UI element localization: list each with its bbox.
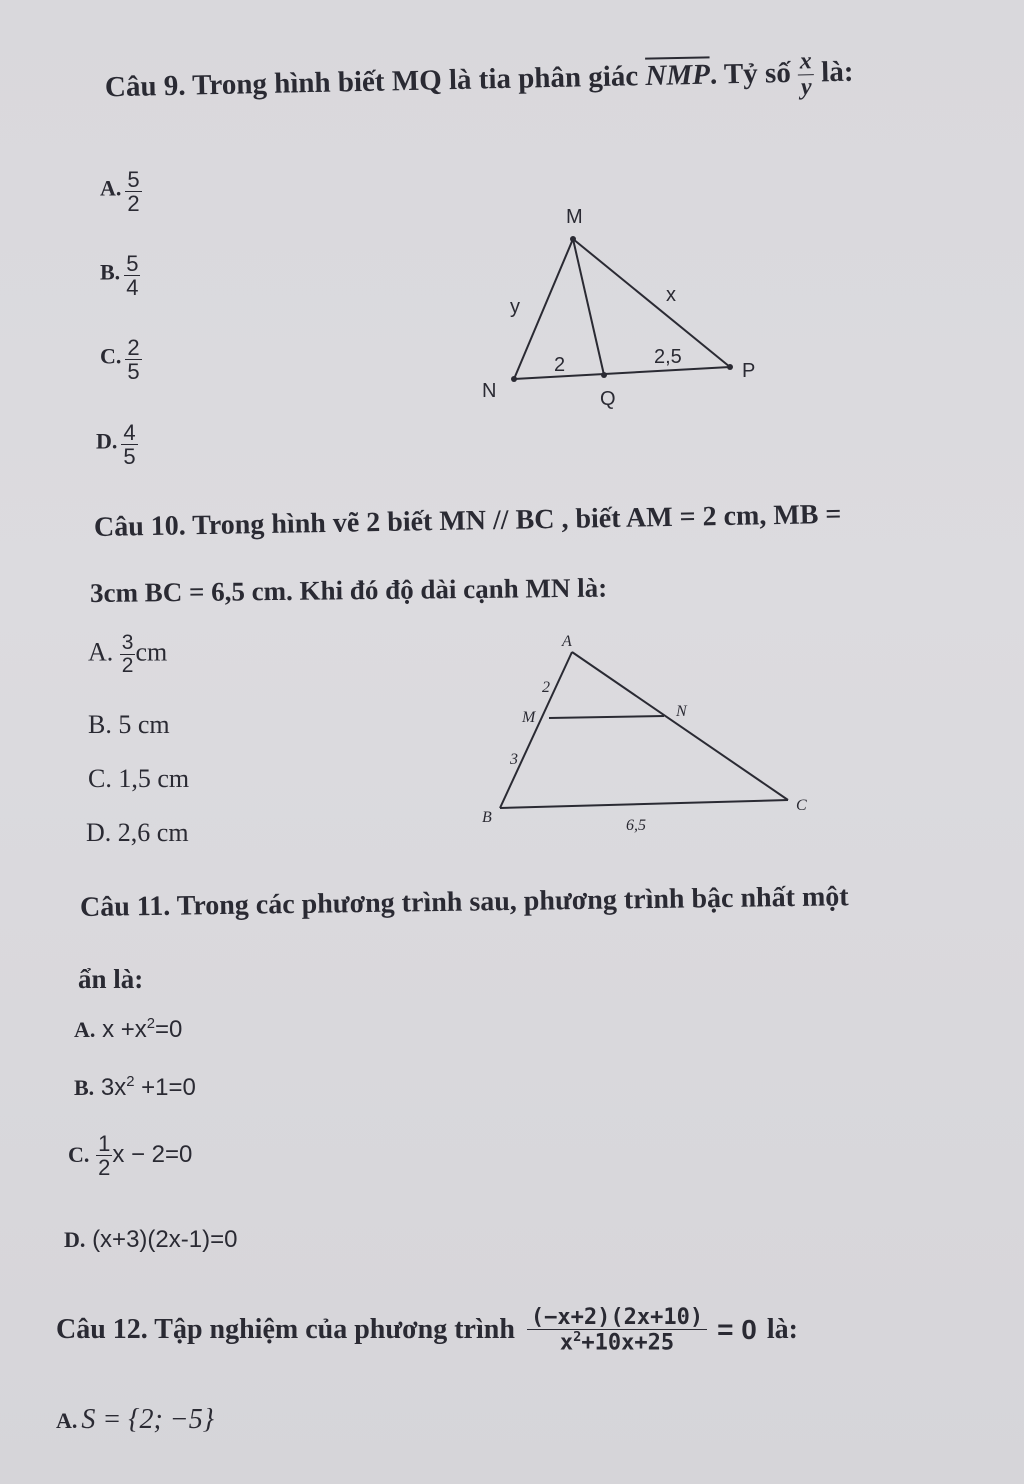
q11-title-line2: ẩn là: — [78, 964, 144, 994]
q9-option-a-num: 5 — [127, 167, 140, 192]
q9-label-p: P — [742, 360, 756, 382]
q10-option-a[interactable] — [88, 632, 167, 677]
q11-option-c-frac — [96, 1132, 112, 1179]
q12-den-sup: 2 — [573, 1329, 582, 1346]
q12-equals-zero: = 0 — [717, 1314, 757, 1346]
q11-option-c[interactable] — [68, 1132, 192, 1179]
q12-den-pre: x — [559, 1330, 574, 1356]
q9-label-y: y — [510, 296, 520, 318]
q10-side-ab — [500, 652, 572, 808]
q11-option-b-sup: 2 — [126, 1074, 135, 1090]
q11-option-b-post: +1=0 — [134, 1074, 196, 1101]
q11-option-a-sup: 2 — [146, 1016, 156, 1032]
q12-den-post: +10x+25 — [581, 1330, 675, 1356]
q9-label-x: x — [666, 284, 676, 306]
q9-option-c-letter: C. — [100, 343, 122, 369]
q9-point-p — [727, 364, 733, 370]
q9-option-b-frac — [124, 252, 140, 299]
q10-option-a-frac — [120, 632, 136, 677]
q10-label-b: B — [482, 809, 492, 826]
q11-option-c-letter: C. — [68, 1141, 90, 1167]
q9-option-b[interactable] — [100, 252, 140, 299]
q11-option-b-pre: 3x — [100, 1074, 127, 1101]
q11-title-line1: Câu 11. Trong các phương trình sau, phương trình bậc nhất một — [79, 881, 849, 923]
q9-ratio — [798, 49, 815, 101]
q9-side-mp — [573, 239, 730, 367]
q10-option-b-text: 5 cm — [118, 710, 170, 739]
q11-option-c-post: x − 2=0 — [112, 1140, 193, 1168]
q10-label-n: N — [676, 703, 687, 720]
q10-side-ac — [572, 652, 788, 800]
q9-option-c-frac — [125, 336, 141, 383]
q9-angle: $\overline{NMP}$ — [645, 58, 711, 93]
q10-option-c[interactable] — [88, 764, 189, 794]
q10-option-d[interactable] — [86, 818, 189, 848]
q11-option-b[interactable] — [74, 1074, 196, 1102]
q9-option-c-den: 5 — [127, 359, 140, 385]
q10-label-am: 2 — [542, 679, 550, 696]
q9-label-qp: 2,5 — [654, 346, 682, 368]
q9-title-tail: . Tỷ số — [709, 56, 792, 91]
q12-title-text: Câu 12. Tập nghiệm của phương trình — [56, 1314, 515, 1346]
q9-ratio-den: y — [800, 74, 812, 101]
q10-option-b-letter: B. — [88, 710, 112, 739]
q12-fraction — [527, 1306, 707, 1355]
q9-option-b-num: 5 — [126, 251, 139, 276]
q9-title-end: là: — [820, 55, 854, 89]
q10-title-line1: Câu 10. Trong hình vẽ 2 biết MN // BC , biết AM = 2 cm, MB = — [93, 498, 842, 543]
q10-label-c: C — [796, 797, 807, 814]
q9-option-a-letter: A. — [100, 175, 122, 201]
q9-option-d[interactable] — [96, 421, 138, 468]
q12-option-a-text: S = {2; −5} — [81, 1404, 214, 1435]
q12-option-a[interactable] — [56, 1404, 214, 1436]
q11-option-c-num: 1 — [98, 1131, 111, 1156]
q9-option-a[interactable] — [100, 168, 142, 215]
q11-option-d-letter: D. — [64, 1227, 86, 1252]
q9-option-d-letter: D. — [96, 428, 118, 454]
q9-point-n — [511, 376, 517, 382]
q9-option-d-frac — [121, 421, 137, 468]
q9-triangle-figure — [470, 195, 790, 415]
q10-option-a-num: 3 — [121, 631, 134, 654]
q10-option-a-unit: cm — [135, 637, 168, 667]
q11-option-a-letter: A. — [74, 1017, 96, 1042]
q10-label-m: M — [522, 709, 536, 726]
q9-label-nq: 2 — [554, 354, 566, 376]
q10-option-d-text: 2,6 cm — [117, 818, 189, 847]
q10-option-d-letter: D. — [86, 818, 112, 847]
q11-option-b-letter: B. — [74, 1075, 95, 1100]
q9-option-a-den: 2 — [127, 191, 140, 217]
q10-title-line2: 3cm BC = 6,5 cm. Khi đó độ dài cạnh MN là: — [89, 572, 608, 608]
q9-label-q: Q — [600, 388, 616, 410]
q10-option-a-den: 2 — [121, 654, 134, 678]
q12-title-end: là: — [766, 1314, 798, 1346]
q12-numerator: (−x+2)(2x+10) — [527, 1306, 707, 1330]
q10-triangle-figure — [470, 630, 820, 840]
q9-label-n: N — [482, 380, 497, 402]
q11-option-a[interactable] — [74, 1016, 182, 1044]
q9-point-q — [601, 372, 607, 378]
q10-option-a-letter: A. — [88, 637, 114, 667]
q10-label-mb: 3 — [510, 751, 518, 768]
q9-option-b-letter: B. — [100, 259, 121, 285]
q10-side-bc — [500, 800, 788, 808]
q9-option-c[interactable] — [100, 336, 142, 383]
q9-option-a-frac — [125, 168, 141, 215]
q10-segment-mn — [549, 716, 664, 718]
q9-option-b-den: 4 — [126, 275, 139, 301]
q11-option-d[interactable] — [64, 1226, 237, 1254]
q11-option-d-text: (x+3)(2x-1)=0 — [92, 1226, 238, 1253]
q11-option-a-pre: x +x — [102, 1016, 147, 1043]
q9-option-c-num: 2 — [127, 335, 140, 360]
q12-title — [56, 1306, 798, 1355]
q11-option-a-post: =0 — [155, 1016, 183, 1043]
q9-title-text: Câu 9. Trong hình biết MQ là tia phân giác — [104, 60, 639, 104]
q9-option-d-den: 5 — [123, 444, 136, 470]
q12-denominator — [558, 1330, 676, 1354]
q9-side-np — [514, 367, 730, 379]
q9-point-m — [570, 236, 576, 242]
q10-option-c-text: 1,5 cm — [118, 764, 190, 793]
q10-label-a: A — [562, 633, 572, 650]
q9-title — [104, 48, 854, 115]
q11-option-c-den: 2 — [98, 1155, 111, 1181]
q9-label-m: M — [566, 206, 583, 228]
q12-option-a-letter: A. — [56, 1408, 78, 1433]
q10-label-bc: 6,5 — [626, 817, 646, 834]
q10-option-c-letter: C. — [88, 764, 112, 793]
q10-option-b[interactable] — [88, 710, 170, 740]
q9-ratio-num: x — [798, 49, 815, 76]
q9-option-d-num: 4 — [123, 420, 136, 445]
